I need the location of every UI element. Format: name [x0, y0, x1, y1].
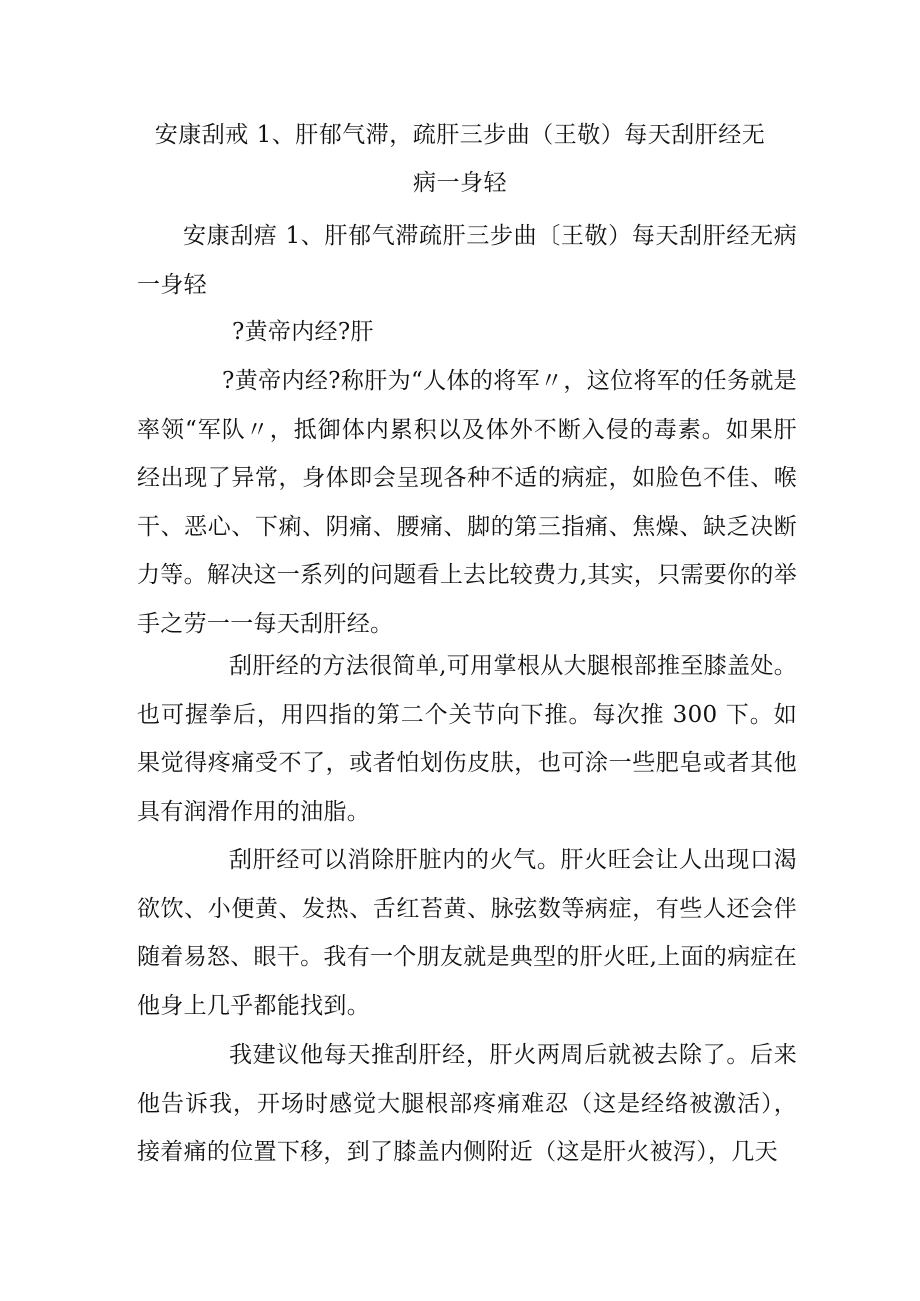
paragraph-4: 我建议他每天推刮肝经，肝火两周后就被去除了。后来他告诉我，开场时感觉大腿根部疼痛难忍（这是经络被激活），接着痛的位置下移，到了膝盖内侧附近（这是肝火被泻），几天 [137, 1042, 797, 1165]
document-title-line-2: 病一身轻 [413, 170, 507, 196]
paragraph-3: 刮肝经可以消除肝脏内的火气。肝火旺会让人出现口渴欲饮、小便黄、发热、舌红苔黄、脉弦数等病症，有些人还会伴随着易怒、眼干。我有一个朋友就是典型的肝火旺,上面的病症在他身上几乎都能找到。 [137, 847, 798, 1019]
paragraph-1: ?黄帝内经?称肝为“人体的将军〃，这位将军的任务就是率领“军队〃，抵御体内累积以及体外不断入侵的毒素。如果肝经出现了异常，身体即会呈现各种不适的病症，如脸色不佳、喉干、恶心、下痢、阴痛、腰痛、脚的第三指痛、焦燥、缺乏决断力等。解决这一系列的问题看上去比较费力,其实，只需要你的举手之劳一一每天刮肝经。 [137, 368, 798, 637]
section-heading: ?黄帝内经?肝 [232, 319, 374, 345]
paragraph-2: 刮肝经的方法很简单,可用掌根从大腿根部推至膝盖处。也可握拳后，用四指的第二个关节向下推。每次推 300 下。如果觉得疼痛受不了，或者怕划伤皮肤，也可涂一些肥皂或者其他具有润滑作用的油脂。 [137, 653, 797, 825]
document-title-line-1: 安康刮戒 1、肝郁气滞，疏肝三步曲（王敬）每天刮肝经无 [154, 122, 766, 148]
document-subtitle: 安康刮痦 1、肝郁气滞疏肝三步曲〔王敬）每天刮肝经无病一身轻 [137, 223, 797, 298]
